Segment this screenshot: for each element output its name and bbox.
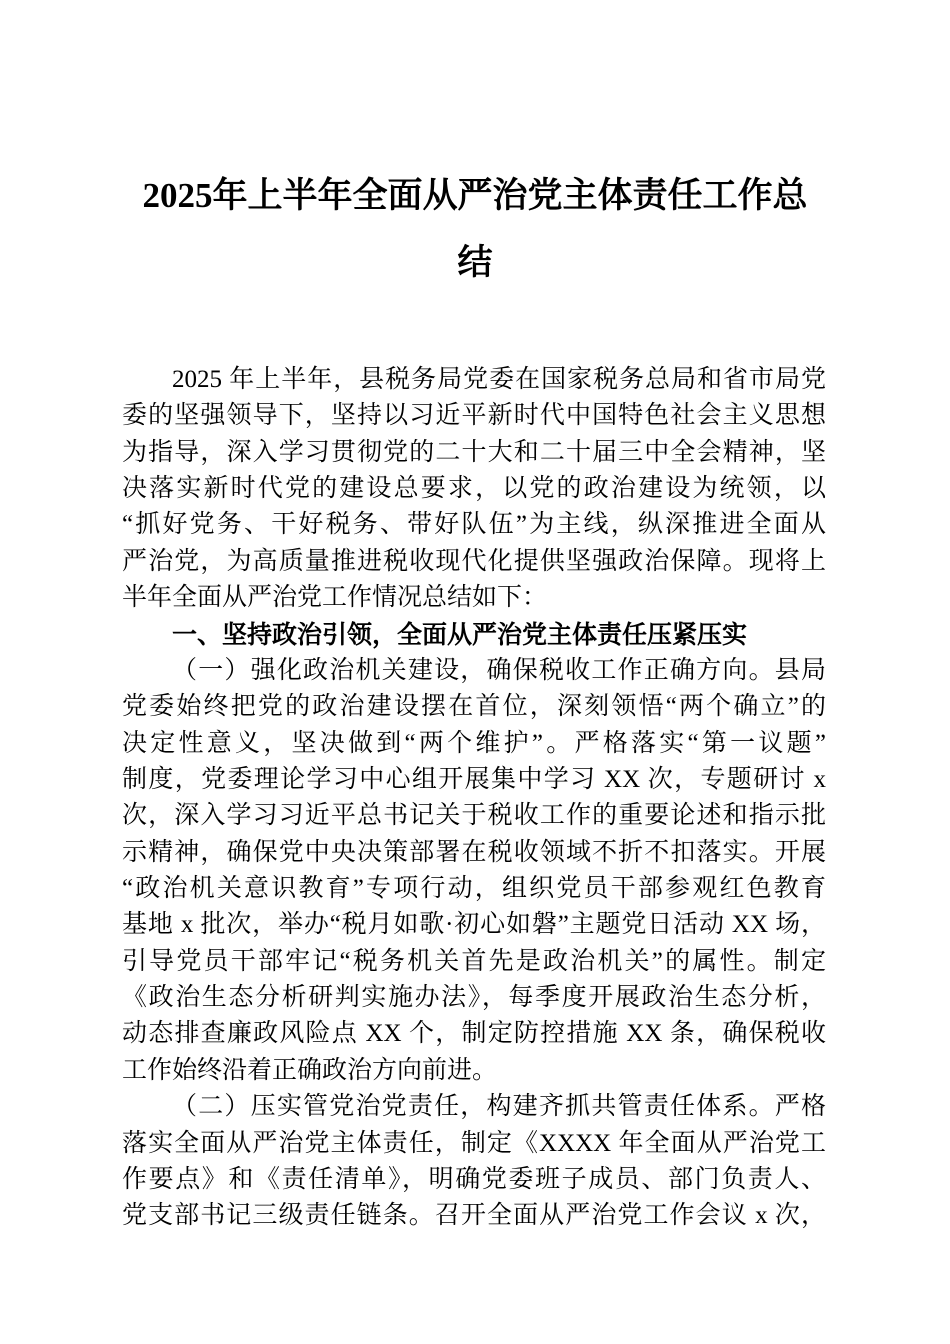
text-line: 《政治生态分析研判实施办法》，每季度开展政治生态分析，: [122, 984, 826, 1012]
text-line: 决定性意义，坚决做到“两个维护”。严格落实“第一议题”: [122, 729, 826, 757]
intro-paragraph: [122, 362, 826, 617]
text-line: 作要点》和《责任清单》，明确党委班子成员、部门负责人、: [122, 1165, 826, 1193]
text-line: 工作始终沿着正确政治方向前进。: [122, 1056, 498, 1084]
text-line: 动态排查廉政风险点 XX 个，制定防控措施 XX 条，确保税收: [122, 1020, 826, 1048]
document-body: [122, 362, 826, 1235]
document-title: [0, 162, 950, 296]
subsection-paragraph-1: [122, 653, 826, 1089]
text-line: 决落实新时代党的建设总要求，以党的政治建设为统领，以: [122, 475, 826, 503]
text-line: （二）压实管党治党责任，构建齐抓共管责任体系。严格: [172, 1093, 826, 1121]
text-line: 制度，党委理论学习中心组开展集中学习 XX 次，专题研讨 x: [122, 765, 826, 793]
text-line: 为指导，深入学习贯彻党的二十大和二十届三中全会精神，坚: [122, 438, 826, 466]
text-line: （一）强化政治机关建设，确保税收工作正确方向。县局: [172, 656, 826, 684]
text-line: 半年全面从严治党工作情况总结如下：: [122, 584, 548, 612]
text-line: 委的坚强领导下，坚持以习近平新时代中国特色社会主义思想: [122, 402, 826, 430]
text-line: 基地 x 批次，举办“税月如歌·初心如磐”主题党日活动 XX 场，: [122, 911, 826, 939]
title-line: 2025年上半年全面从严治党主体责任工作总: [142, 176, 808, 215]
text-line: “抓好党务、干好税务、带好队伍”为主线，纵深推进全面从: [122, 511, 826, 539]
text-line: 落实全面从严治党主体责任，制定《XXXX 年全面从严治党工: [122, 1129, 826, 1157]
section-heading: 一、坚持政治引领，全面从严治党主体责任压紧压实: [172, 620, 748, 649]
text-line: “政治机关意识教育”专项行动，组织党员干部参观红色教育: [122, 875, 826, 903]
text-line: 次，深入学习习近平总书记关于税收工作的重要论述和指示批: [122, 802, 826, 830]
text-line: 2025 年上半年，县税务局党委在国家税务总局和省市局党: [172, 366, 826, 393]
text-line: 党委始终把党的政治建设摆在首位，深刻领悟“两个确立”的: [122, 693, 826, 721]
text-line: 引导党员干部牢记“税务机关首先是政治机关”的属性。制定: [122, 947, 826, 975]
text-line: 严治党，为高质量推进税收现代化提供坚强政治保障。现将上: [122, 547, 826, 575]
title-line: 结: [457, 243, 493, 282]
text-line: 党支部书记三级责任链条。召开全面从严治党工作会议 x 次，: [122, 1202, 826, 1230]
text-line: 示精神，确保党中央决策部署在税收领域不折不扣落实。开展: [122, 838, 826, 866]
subsection-paragraph-2: [122, 1089, 826, 1234]
